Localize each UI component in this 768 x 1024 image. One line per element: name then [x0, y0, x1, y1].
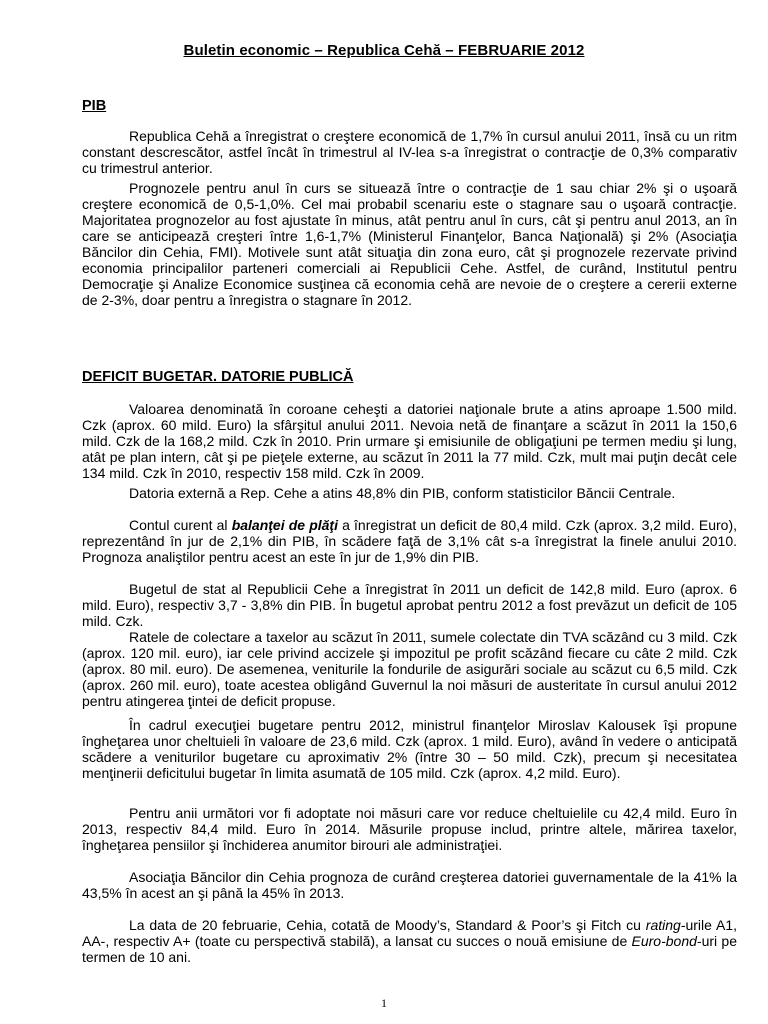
- paragraph: Ratele de colectare a taxelor au scăzut în 2011, sumele colectate din TVA scăzând cu 3 mild. Czk (aprox. 120 mil. euro), iar cele privind accizele şi impozitul pe profit scăzând fiecare cu câte 2 mild. Czk (aprox. 80 mil. euro). De asemenea, veniturile la fondurile de asigurări sociale au scăzut cu 6,5 mild. Czk (aprox. 260 mil. euro), toate acestea obligând Guvernul la noi măsuri de austeritate în cursul anului 2012 pentru atingerea ţintei de deficit propuse.: [82, 629, 737, 709]
- paragraph: Bugetul de stat al Republicii Cehe a înregistrat în 2011 un deficit de 142,8 mild. Euro (aprox. 6 mild. Euro), respectiv 3,7 - 3,8% din PIB. În bugetul aprobat pentru 2012 a fost prevăzut un deficit de 105 mild. Czk.: [82, 581, 737, 629]
- paragraph-text: -uri pe termen de 10 ani.: [82, 933, 737, 965]
- document-title: Buletin economic – Republica Cehă – FEBRUARIE 2012: [183, 42, 585, 59]
- paragraph: [82, 917, 737, 965]
- page-number: 1: [381, 996, 387, 1010]
- paragraph: Asociaţia Băncilor din Cehia prognoza de curând creşterea datoriei guvernamentale de la 41% la 43,5% în acest an şi până la 45% în 2013.: [82, 869, 737, 901]
- paragraph-text: -urile A1, AA-, respectiv A+ (toate cu perspectivă stabilă), a lansat cu succes o nouă emisiune de: [82, 917, 737, 949]
- paragraph: Republica Cehă a înregistrat o creştere economică de 1,7% în cursul anului 2011, însă cu un ritm constant descrescător, astfel încât în trimestrul al IV-lea s-a înregistrat o contracţie de 0,3% comparativ cu trimestrul anterior.: [82, 128, 737, 176]
- paragraph-text: Contul curent al: [129, 517, 232, 533]
- paragraph: În cadrul execuţiei bugetare pentru 2012, ministrul finanţelor Miroslav Kalousek îşi propune îngheţarea unor cheltuieli în valoare de 23,6 mild. Czk (aprox. 1 mild. Euro), având în vedere o anticipată scădere a veniturilor bugetare cu aproximativ 2% (între 30 – 50 mild. Czk), precum şi necesitatea menţinerii deficitului bugetar în limita asumată de 105 mild. Czk (aprox. 4,2 mild. Euro).: [82, 717, 737, 781]
- paragraph: [82, 517, 737, 565]
- paragraph: Pentru anii următori vor fi adoptate noi măsuri care vor reduce cheltuielile cu 42,4 mild. Euro în 2013, respectiv 84,4 mild. Euro în 2014. Măsurile propuse includ, printre altele, mărirea taxelor, îngheţarea pensiilor şi închiderea anumitor birouri ale administraţiei.: [82, 805, 737, 853]
- emphasis-balance-of-payments: balanţei de plăţi: [231, 517, 338, 533]
- paragraph: Prognozele pentru anul în curs se situează între o contracţie de 1 sau chiar 2% şi o uşoară creştere economică de 0,5-1,0%. Cel mai probabil scenariu este o stagnare sau o uşoară contracţie. Majoritatea prognozelor au fost ajustate în minus, atât pentru anul în curs, cât şi pentru anul 2013, an în care se anticipează creşteri între 1,6-1,7% (Ministerul Finanţelor, Banca Naţională) şi 2% (Asociaţia Băncilor din Cehia, FMI). Motivele sunt atât situaţia din zona euro, cât şi prognozele rezervate privind economia principalilor parteneri comerciali ai Republicii Cehe. Astfel, de curând, Institutul pentru Democraţie şi Analize Economice susţinea că economia cehă are nevoie de o creştere a cererii externe de 2-3%, doar pentru a înregistra o stagnare în 2012.: [82, 180, 737, 308]
- emphasis-rating: rating: [645, 917, 681, 933]
- paragraph: Datoria externă a Rep. Cehe a atins 48,8% din PIB, conform statisticilor Băncii Centrale.: [129, 485, 676, 501]
- section-heading-deficit: DEFICIT BUGETAR. DATORIE PUBLICĂ: [82, 369, 354, 385]
- section-heading-pib: PIB: [82, 98, 107, 114]
- paragraph: Valoarea denominată în coroane ceheşti a datoriei naţionale brute a atins aproape 1.500 mild. Czk (aprox. 60 mild. Euro) la sfârşitul anului 2011. Nevoia netă de finanţare a scăzut în 2011 la 150,6 mild. Czk de la 168,2 mild. Czk în 2010. Prin urmare şi emisiunile de obligaţiuni pe termen mediu şi lung, atât pe plan intern, cât şi pe pieţele externe, au scăzut în 2011 la 77 mild. Czk, mult mai puţin decât cele 134 mild. Czk în 2010, respectiv 158 mild. Czk în 2009.: [82, 401, 737, 481]
- emphasis-euro-bond: Euro-bond: [631, 933, 697, 949]
- paragraph-text: a înregistrat un deficit de 80,4 mild. Czk (aprox. 3,2 mild. Euro), reprezentând în jur de 2,1% din PIB, în scădere faţă de 3,1% cât s-a înregistrat la finele anului 2010. Prognoza analiştilor pentru acest an este în jur de 1,9% din PIB.: [82, 517, 737, 565]
- paragraph-text: La data de 20 februarie, Cehia, cotată de Moody’s, Standard & Poor’s şi Fitch cu: [129, 917, 646, 933]
